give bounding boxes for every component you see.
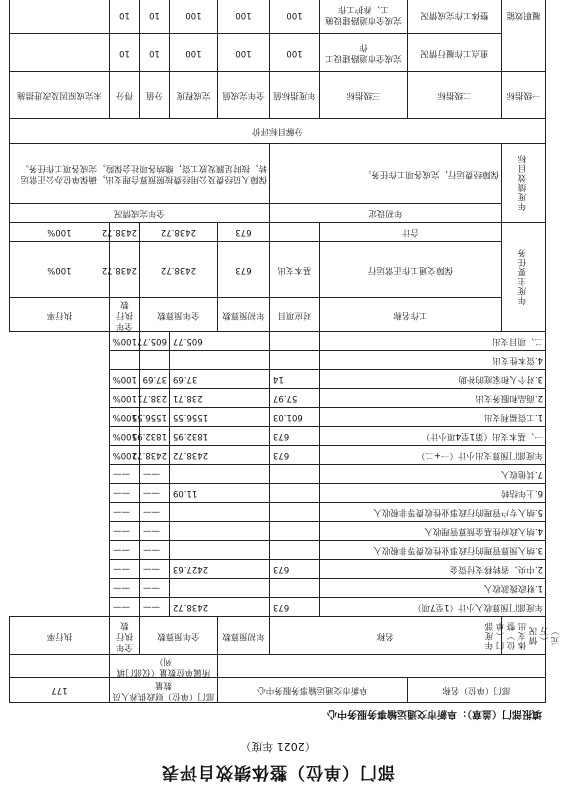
page-title: 部门（单位）整体绩效自评表 [161, 762, 395, 782]
eval-row-score: 10 [139, 34, 169, 72]
budget-row-name: 1.工资福利支出 [319, 408, 545, 427]
budget-row [9, 598, 545, 617]
eval-row [9, 0, 545, 34]
budget-row-full-exec: —— [139, 560, 169, 579]
budget-row-rate: —— [109, 579, 139, 598]
budget-row [9, 484, 545, 503]
budget-row-full-budget [169, 579, 269, 598]
eval-row-score: 10 [139, 0, 169, 34]
budget-row [9, 351, 545, 370]
budget-row-name: 二、项目支出 [319, 332, 545, 351]
budget-row-plan [269, 351, 319, 370]
budget-row-plan: 673 [269, 427, 319, 446]
budget-section-label: 年度部门（单位）整体支出情况（万元） [502, 617, 546, 655]
budget-col-name: 名称 [269, 617, 501, 655]
budget-row-full-exec: —— [139, 598, 169, 617]
eval-section-label: 分解目标评价 [9, 119, 545, 144]
budget-row [9, 389, 545, 408]
eval-level1: 履职效能 [502, 0, 546, 72]
budget-row [9, 408, 545, 427]
budget-row-full-exec: —— [139, 541, 169, 560]
budget-row-full-exec: —— [139, 579, 169, 598]
budget-row-full-exec: —— [139, 484, 169, 503]
task-total-name: 合计 [319, 223, 501, 242]
budget-row-rate: —— [109, 560, 139, 579]
tasks-col-name: 工作名称 [319, 298, 501, 332]
eval-head-got: 得分 [109, 72, 139, 119]
year-subtitle: （2021 年度） [240, 740, 316, 753]
task-total-full-exec: 2438.72 [109, 223, 139, 242]
budget-row [9, 427, 545, 446]
budget-row-rate: 100% [109, 427, 139, 446]
budget-row [9, 446, 545, 465]
dept-name-label: 部门（单位）名称 [407, 678, 545, 703]
eval-head-actual: 全年完成值 [217, 72, 269, 119]
budget-row-rate: —— [109, 598, 139, 617]
budget-row-full-budget: 605.77 [169, 332, 269, 351]
budget-row-plan: 14 [269, 370, 319, 389]
eval-row-degree: 100 [169, 0, 217, 34]
eval-row-got: 10 [109, 0, 139, 34]
tasks-col-full-budget: 全年预算数 [139, 298, 217, 332]
budget-row-name: 2.中央、省转移支付资金 [319, 560, 545, 579]
budget-row-plan [269, 484, 319, 503]
budget-row-plan: 673 [269, 598, 319, 617]
eval-row-actual: 100 [217, 34, 269, 72]
task-total-plan: 673 [217, 223, 269, 242]
eval-row-reason [9, 0, 109, 34]
budget-row-name: 7.其他收入 [319, 465, 545, 484]
eval-row-l2: 整体工作完成情况 [407, 0, 501, 34]
budget-row-plan [269, 579, 319, 598]
task-row-plan: 673 [217, 242, 269, 298]
task-row-name: 保障交通工作正常运行 [319, 242, 501, 298]
eval-row [9, 34, 545, 72]
budget-row-full-budget: 238.71 [169, 389, 269, 408]
budget-row-rate: —— [109, 503, 139, 522]
budget-row-full-budget: 2438.72 [169, 446, 269, 465]
budget-row-rate: 100% [109, 370, 139, 389]
goals-col-done: 全年完成情况 [9, 204, 269, 223]
goals-done-text: 保障人员经费及公用经费按照预算合理支出，确保单位办公正常运转，按时足额发放工资，缴纳各项社会保险，完成各项工作任务。 [9, 144, 269, 204]
budget-row-name: 一、基本支出（第1至4项小计） [319, 427, 545, 446]
budget-row-rate: —— [109, 522, 139, 541]
budget-row-plan: 673 [269, 446, 319, 465]
budget-row-rate: —— [109, 484, 139, 503]
budget-row-full-budget: 2438.72 [169, 598, 269, 617]
budget-row-rate: —— [109, 465, 139, 484]
sub-unit-value [9, 655, 109, 678]
budget-row-full-exec: 37.69 [139, 370, 169, 389]
eval-row-l2: 重点工作履行情况 [407, 34, 501, 72]
budget-row [9, 465, 545, 484]
budget-row-plan [269, 332, 319, 351]
budget-row-plan [269, 541, 319, 560]
budget-row-full-budget: 11.09 [169, 484, 269, 503]
task-row-rate: 100% [9, 242, 109, 298]
task-row-project: 基本支出 [269, 242, 319, 298]
task-total-full-budget: 2438.72 [139, 223, 217, 242]
budget-row-full-exec: 238.71 [139, 389, 169, 408]
budget-row-name: 4.纳入政府性基金预算管理收入 [319, 522, 545, 541]
budget-row [9, 560, 545, 579]
budget-row-rate: 100% [109, 408, 139, 427]
eval-head-degree: 完成程度 [169, 72, 217, 119]
eval-row-target: 100 [269, 0, 319, 34]
staff-count-value: 177 [9, 678, 109, 703]
eval-row-reason [9, 34, 109, 72]
eval-head-reason: 未完成原因及改进措施 [9, 72, 109, 119]
tasks-col-rate: 执行率 [9, 298, 109, 332]
budget-row-plan [269, 522, 319, 541]
budget-row-full-budget: 2427.63 [169, 560, 269, 579]
tasks-col-project: 对应项目 [269, 298, 319, 332]
eval-row-target: 100 [269, 34, 319, 72]
budget-row-full-exec: —— [139, 465, 169, 484]
task-total-project [269, 223, 319, 242]
budget-col-full-budget: 全年预算数 [139, 617, 217, 655]
budget-row-name: 年度部门预算支出小计（一+二） [319, 446, 545, 465]
budget-row [9, 503, 545, 522]
filing-unit-line: 填报部门（盖章）：阜新市交通运输事务服务中心 [327, 708, 542, 719]
budget-row [9, 579, 545, 598]
eval-row-actual: 100 [217, 0, 269, 34]
budget-row [9, 370, 545, 389]
eval-head-score: 分值 [139, 72, 169, 119]
eval-head-l2: 二级指标 [407, 72, 501, 119]
budget-row-full-exec: 1832.95 [139, 427, 169, 446]
budget-row-plan: 601.03 [269, 408, 319, 427]
budget-row-rate [109, 351, 139, 370]
goals-initial-text: 保障经费运行，完成各项工作任务。 [269, 144, 501, 204]
budget-row-full-exec: 1556.55 [139, 408, 169, 427]
tasks-section-label: 年度主要任务 [502, 223, 546, 332]
budget-row-full-exec [139, 351, 169, 370]
goals-col-initial: 年初设定 [269, 204, 501, 223]
goals-section-label: 年度绩效目标 [502, 144, 546, 223]
budget-row-plan: 57.97 [269, 389, 319, 408]
budget-row-rate: —— [109, 541, 139, 560]
budget-row-full-budget [169, 465, 269, 484]
eval-row-l3: 完成全市道路建设工作 [319, 34, 407, 72]
eval-row-degree: 100 [169, 34, 217, 72]
budget-row-rate: 100% [109, 389, 139, 408]
budget-row-full-budget: 1832.95 [169, 427, 269, 446]
budget-row-rate: 100% [109, 332, 139, 351]
eval-head-target: 年度指标值 [269, 72, 319, 119]
budget-row-full-exec: 2438.72 [139, 446, 169, 465]
tasks-col-plan: 年初预算数 [217, 298, 269, 332]
eval-head-l3: 三级指标 [319, 72, 407, 119]
budget-row-name: 3.对个人和家庭的补助 [319, 370, 545, 389]
budget-col-full-exec: 全年执行数 [109, 617, 139, 655]
eval-row-l3: 完成全市道路建设施工、养护工作 [319, 0, 407, 34]
task-row-full-exec: 2438.72 [109, 242, 139, 298]
budget-row-full-exec: —— [139, 503, 169, 522]
budget-row-name: 3.纳入预算管理的行政事业性收费等非税收入 [319, 541, 545, 560]
budget-row-full-budget [169, 351, 269, 370]
budget-row-name: 2.商品和服务支出 [319, 389, 545, 408]
budget-row [9, 541, 545, 560]
budget-row [9, 332, 545, 351]
budget-row-full-budget [169, 541, 269, 560]
budget-row-plan [269, 503, 319, 522]
task-total-rate: 100% [9, 223, 109, 242]
budget-row-full-budget: 37.69 [169, 370, 269, 389]
budget-row-full-exec: 605.77 [139, 332, 169, 351]
tasks-col-full-exec: 全年执行数 [109, 298, 139, 332]
budget-row-full-budget [169, 503, 269, 522]
budget-row-name: 年度部门预算收入小计（1至7项） [319, 598, 545, 617]
budget-row-plan: 673 [269, 560, 319, 579]
dept-name-value: 阜新市交通运输事务服务中心 [217, 678, 407, 703]
budget-row-name: 4.资本性支出 [319, 351, 545, 370]
budget-row-name: 6.上年结转 [319, 484, 545, 503]
budget-row-full-budget: 1556.55 [169, 408, 269, 427]
budget-col-plan: 年初预算数 [217, 617, 269, 655]
evaluation-table [9, 0, 561, 703]
budget-row-name: 1.财政拨款收入 [319, 579, 545, 598]
staff-count-label: 部门（单位）财政供养人员数量 [109, 678, 217, 703]
budget-row-rate: 100% [109, 446, 139, 465]
sub-unit-label: 所属单位数量（仅部门填列） [109, 655, 217, 678]
eval-row-got: 10 [109, 34, 139, 72]
budget-row-plan [269, 465, 319, 484]
budget-row-full-budget [169, 522, 269, 541]
eval-head-l1: 一级指标 [502, 72, 546, 119]
task-row-full-budget: 2438.72 [139, 242, 217, 298]
budget-row [9, 522, 545, 541]
budget-col-rate: 执行率 [9, 617, 109, 655]
budget-row-full-exec: —— [139, 522, 169, 541]
budget-row-name: 5.纳入专户管理的行政事业性收费等非税收入 [319, 503, 545, 522]
